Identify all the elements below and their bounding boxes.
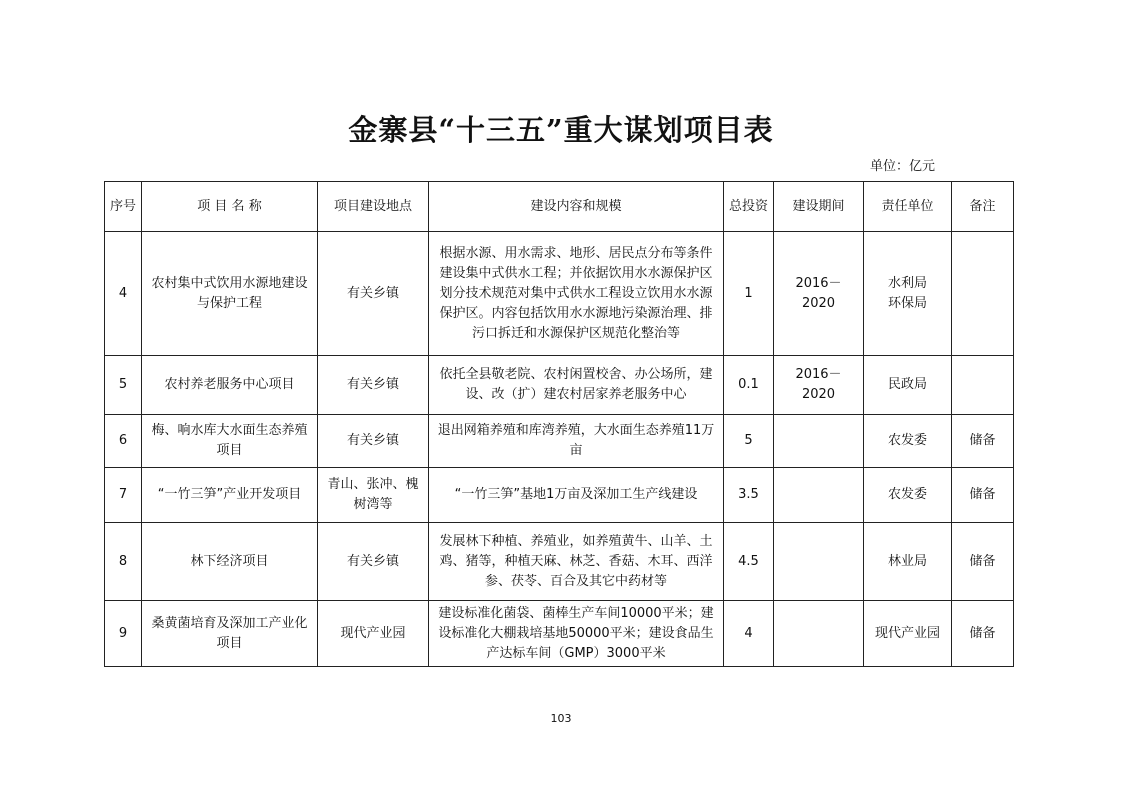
header-location: 项目建设地点 (318, 182, 429, 232)
cell-period (774, 601, 864, 667)
cell-remark: 储备 (952, 523, 1014, 601)
table-row (105, 468, 1014, 523)
cell-name: 桑黄菌培育及深加工产业化项目 (142, 601, 318, 667)
cell-location: 有关乡镇 (318, 523, 429, 601)
cell-investment: 4.5 (724, 523, 774, 601)
cell-location: 有关乡镇 (318, 356, 429, 415)
table-row (105, 523, 1014, 601)
cell-seq: 9 (105, 601, 142, 667)
cell-name: 梅、响水库大水面生态养殖项目 (142, 415, 318, 468)
cell-remark: 储备 (952, 415, 1014, 468)
cell-content: 发展林下种植、养殖业，如养殖黄牛、山羊、土鸡、猪等，种植天麻、林芝、香菇、木耳、西洋参、茯苓、百合及其它中药材等 (429, 523, 724, 601)
cell-content: “一竹三笋”基地1万亩及深加工生产线建设 (429, 468, 724, 523)
cell-content: 依托全县敬老院、农村闲置校舍、办公场所，建设、改（扩）建农村居家养老服务中心 (429, 356, 724, 415)
project-table (104, 181, 1014, 667)
unit-label: 单位：亿元 (870, 159, 936, 174)
cell-responsible: 民政局 (864, 356, 952, 415)
table-header-row (105, 182, 1014, 232)
header-period: 建设期间 (774, 182, 864, 232)
cell-period (774, 523, 864, 601)
cell-location: 有关乡镇 (318, 415, 429, 468)
cell-investment: 0.1 (724, 356, 774, 415)
cell-responsible: 农发委 (864, 415, 952, 468)
cell-remark: 储备 (952, 601, 1014, 667)
header-investment: 总投资 (724, 182, 774, 232)
header-remark: 备注 (952, 182, 1014, 232)
cell-remark: 储备 (952, 468, 1014, 523)
cell-investment: 5 (724, 415, 774, 468)
header-name: 项 目 名 称 (142, 182, 318, 232)
cell-responsible: 现代产业园 (864, 601, 952, 667)
cell-responsible: 水利局 环保局 (864, 232, 952, 356)
header-content: 建设内容和规模 (429, 182, 724, 232)
page-number: 103 (550, 712, 572, 725)
cell-responsible: 林业局 (864, 523, 952, 601)
cell-seq: 8 (105, 523, 142, 601)
cell-name: 农村养老服务中心项目 (142, 356, 318, 415)
cell-remark (952, 356, 1014, 415)
cell-content: 建设标准化菌袋、菌棒生产车间10000平米；建设标准化大棚栽培基地50000平米；建设食品生产达标车间（GMP）3000平米 (429, 601, 724, 667)
cell-period: 2016－2020 (774, 356, 864, 415)
cell-investment: 1 (724, 232, 774, 356)
cell-seq: 5 (105, 356, 142, 415)
cell-name: 农村集中式饮用水源地建设与保护工程 (142, 232, 318, 356)
cell-responsible: 农发委 (864, 468, 952, 523)
cell-investment: 4 (724, 601, 774, 667)
cell-seq: 6 (105, 415, 142, 468)
cell-name: “一竹三笋”产业开发项目 (142, 468, 318, 523)
header-responsible: 责任单位 (864, 182, 952, 232)
table-row (105, 232, 1014, 356)
cell-period (774, 468, 864, 523)
cell-location: 现代产业园 (318, 601, 429, 667)
cell-content: 退出网箱养殖和库湾养殖，大水面生态养殖11万亩 (429, 415, 724, 468)
cell-remark (952, 232, 1014, 356)
cell-location: 有关乡镇 (318, 232, 429, 356)
cell-seq: 7 (105, 468, 142, 523)
document-title: 金寨县“十三五”重大谋划项目表 (348, 113, 774, 147)
cell-investment: 3.5 (724, 468, 774, 523)
cell-seq: 4 (105, 232, 142, 356)
cell-content: 根据水源、用水需求、地形、居民点分布等条件建设集中式供水工程；并依据饮用水水源保护区划分技术规范对集中式供水工程设立饮用水水源保护区。内容包括饮用水水源地污染源治理、排污口拆迁和水源保护区规范化整治等 (429, 232, 724, 356)
cell-name: 林下经济项目 (142, 523, 318, 601)
cell-period (774, 415, 864, 468)
table-row (105, 601, 1014, 667)
cell-period: 2016－2020 (774, 232, 864, 356)
cell-location: 青山、张冲、槐树湾等 (318, 468, 429, 523)
header-seq: 序号 (105, 182, 142, 232)
table-row (105, 356, 1014, 415)
table-row (105, 415, 1014, 468)
